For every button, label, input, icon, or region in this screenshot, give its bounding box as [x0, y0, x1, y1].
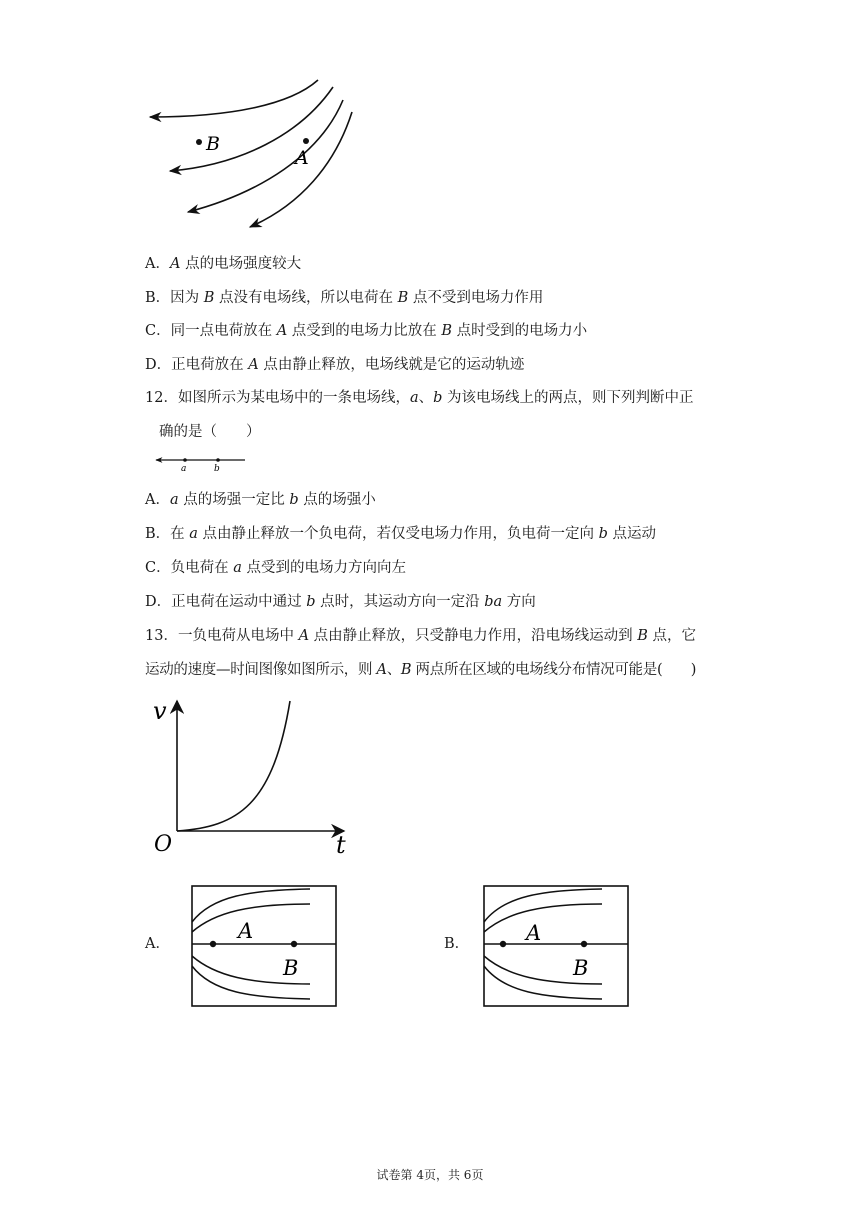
point-a-label: A	[238, 919, 254, 943]
q13-option-a-letter[interactable]: A．	[145, 936, 170, 952]
point-b-dot	[196, 139, 202, 145]
q11-field-lines-figure	[140, 75, 370, 235]
q12-field-line-figure	[150, 452, 250, 474]
point-a-label: A	[295, 147, 309, 169]
v-axis-label: v	[153, 697, 167, 725]
field-line	[188, 100, 343, 212]
point-a-dot	[303, 138, 309, 144]
velocity-curve	[177, 701, 290, 831]
q13-stem: 13．一负电荷从电场中 A 点由静止释放，只受静电力作用，沿电场线运动到 B 点，它 运动的速度—时间图像如图所示，则 A、B 两点所在区域的电场线分布情况可能是( )	[145, 628, 697, 678]
q12-option-d[interactable]: D．正电荷在运动中通过 b 点时，其运动方向一定沿 ba 方向	[145, 594, 536, 610]
field-line	[250, 112, 352, 227]
page-footer: 试卷第 4页，共 6页	[376, 1168, 484, 1182]
q13-option-a-figure[interactable]	[190, 884, 340, 1008]
point-b-label: b	[214, 464, 220, 474]
point-b-dot	[216, 458, 220, 462]
origin-label: O	[154, 832, 173, 857]
q11-option-d[interactable]: D．正电荷放在 A 点由静止释放，电场线就是它的运动轨迹	[145, 357, 525, 373]
q11-option-c[interactable]: C．同一点电荷放在 A 点受到的电场力比放在 B 点时受到的电场力小	[145, 323, 588, 339]
point-a-label: a	[181, 464, 187, 474]
point-b-label: B	[573, 956, 589, 980]
q11-option-b[interactable]: B．因为 B 点没有电场线，所以电荷在 B 点不受到电场力作用	[145, 290, 544, 306]
q12-option-a[interactable]: A．a 点的场强一定比 b 点的场强小	[145, 492, 376, 508]
q11-option-a[interactable]: A．A 点的电场强度较大	[145, 256, 302, 272]
point-b-label: B	[283, 956, 299, 980]
point-a-label: A	[526, 921, 542, 945]
field-line	[150, 80, 318, 117]
q12-stem: 12．如图所示为某电场中的一条电场线，a、b 为该电场线上的两点，则下列判断中正 确的是（ ）	[145, 390, 694, 440]
q13-velocity-time-graph	[148, 695, 358, 860]
q13-option-b-letter[interactable]: B．	[444, 936, 470, 952]
point-b-label: B	[206, 133, 220, 155]
q12-option-b[interactable]: B．在 a 点由静止释放一个负电荷，若仅受电场力作用，负电荷一定向 b 点运动	[145, 526, 657, 542]
point-a-dot	[183, 458, 187, 462]
t-axis-label: t	[336, 831, 346, 859]
q12-option-c[interactable]: C．负电荷在 a 点受到的电场力方向向左	[145, 560, 406, 576]
q13-option-b-figure[interactable]	[482, 884, 632, 1008]
